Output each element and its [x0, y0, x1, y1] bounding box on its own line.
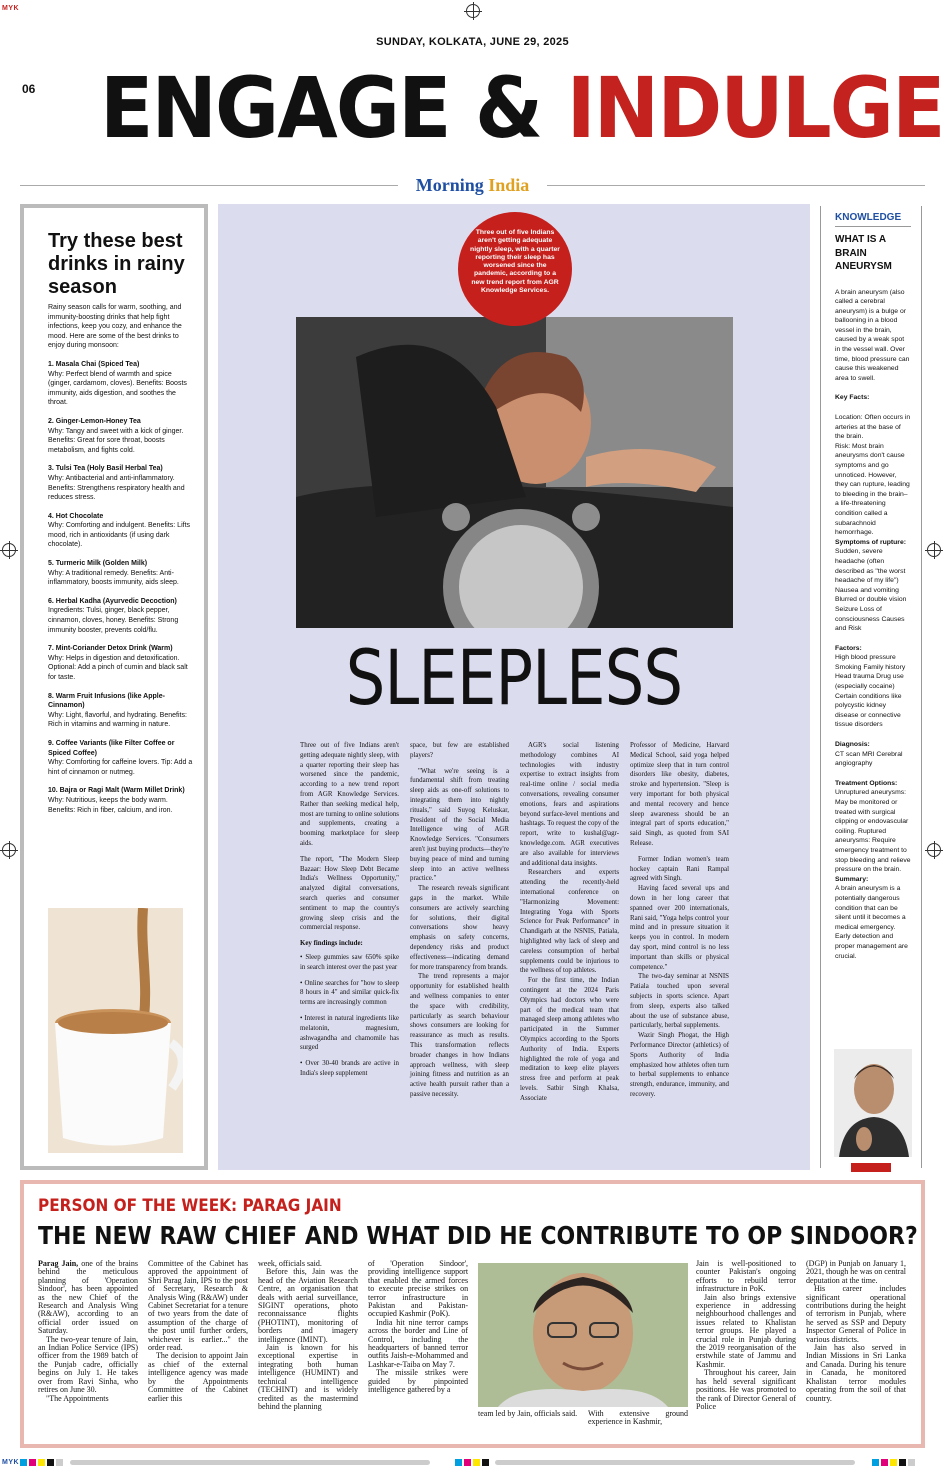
paragraph: The two-year tenure of Jain, an Indian Police Service (IPS) officer from the 1989 batch of the Punjab cadre, officially begins on July 1. He takes over from Ravi Sinha, who retires on June 30.	[38, 1334, 139, 1395]
brand-second: India	[488, 175, 530, 195]
drink-title: 6. Herbal Kadha (Ayurvedic Decoction)	[48, 597, 177, 605]
registration-mark-left-lower-icon	[2, 843, 16, 857]
paragraph: Professor of Medicine, Harvard Medical School, said yoga helped optimize sleep that in turn control disorders like obesity, diabetes, stroke and hypertension. "Sleep is very important for both physical and mental recovery and hence sleep awareness should be an integral part of sports education," said Singh, as quoted from SAI Release.	[630, 742, 729, 847]
paragraph: Jain is known for his exceptional expertise in integrating both human intelligence (HUMINT) and technical intelligence (TECHINT) and is widely credited as the mastermind behind the planning	[258, 1343, 359, 1411]
sleepless-body	[300, 741, 732, 1151]
dateline: SUNDAY, KOLKATA, JUNE 29, 2025	[376, 36, 569, 48]
knowledge-tag: KNOWLEDGE	[835, 212, 911, 227]
photo-caption-row	[478, 1410, 688, 1427]
color-calibration-bar-right	[872, 1459, 915, 1466]
factors-label: Factors:	[835, 644, 862, 652]
paragraph: (DGP) in Punjab on January 1, 2021, though he was on central deputation at the time.	[806, 1260, 906, 1285]
registration-mark-right-lower-icon	[927, 843, 941, 857]
paragraph: The missile strikes were guided by pinpointed intelligence gathered by a	[368, 1368, 469, 1395]
man-portrait-photo	[834, 1049, 912, 1157]
drink-body: Why: Comforting for caffeine lovers. Tip: Add a hint of cinnamon or nutmeg.	[48, 759, 193, 776]
bullet: • Sleep gummies saw 650% spike in search interest over the past year	[300, 953, 399, 971]
drink-title: 3. Tulsi Tea (Holy Basil Herbal Tea)	[48, 465, 163, 473]
bottom-gray-bar-left	[70, 1460, 430, 1465]
body-column	[410, 741, 509, 1151]
person-name: Parag Jain,	[38, 1260, 79, 1268]
drink-body: Why: Light, flavorful, and hydrating. Benefits: Rich in vitamins and warming in nature.	[48, 711, 187, 729]
drink-body: Why: Tangy and sweet with a kick of ginger. Benefits: Great for sore throat, boosts metabolism, and fights cold.	[48, 427, 184, 454]
bullet: • Online searches for "how to sleep 8 hours in 4" and similar quick-fix terms are increasingly common	[300, 979, 399, 1007]
drink-title: 5. Turmeric Milk (Golden Milk)	[48, 560, 148, 568]
body-column	[258, 1260, 358, 1436]
paragraph: The decision to appoint Jain as chief of the external intelligence agency was made by the Appointments Committee of the Cabinet earlier this	[148, 1351, 249, 1403]
registration-mark-left-icon	[2, 543, 16, 557]
paragraph: The two-day seminar at NSNIS Patiala touched upon several subjects in sports science. Apart from sleep, experts also talked about the use of substance abuse, particularly, herbal supplements.	[630, 973, 729, 1030]
drink-title: 9. Coffee Variants (like Filter Coffee or Spiced Coffee)	[48, 739, 175, 757]
drink-body: Why: A traditional remedy. Benefits: Anti-inflammatory, boosts immunity, aids sleep.	[48, 569, 179, 587]
caption-right: With extensive ground experience in Kashmir,	[588, 1409, 688, 1427]
brand-first: Morning	[415, 175, 484, 195]
parag-jain-photo	[478, 1263, 688, 1407]
knowledge-sidebar	[820, 206, 922, 1168]
bullet: • Interest in natural ingredients like melatonin, magnesium, ashwagandha and chamomile has surged	[300, 1014, 399, 1052]
drink-item	[48, 692, 196, 730]
masthead-red: INDULGE	[566, 59, 944, 157]
page-number: 06	[22, 82, 36, 96]
drink-item	[48, 644, 196, 682]
drink-item	[48, 559, 196, 588]
paragraph: Before this, Jain was the head of the Aviation Research Centre, an organisation that deals with aerial surveillance, SIGINT operations, photo reconnaissance flights (PHOTINT), monitoring of borders and imagery intelligence (IMINT).	[258, 1267, 359, 1344]
treatment-text: Unruptured aneurysms: May be monitored or treated with surgical clipping or endovascular coiling. Ruptured aneurysms: Require emergency treatment to stop bleeding and relieve pressure on the brain.	[835, 789, 911, 874]
paragraph: AGR's social listening methodology combines AI technologies with industry expertise to extract insights from real-time online / social media conversations, revealing consumer emotions, fears and aspirations beyond surface-level mentions and hashtags. To request the copy of the report, write to kushal@agr-knowledge.com. AGR executives are also available for interviews and additional data insights.	[520, 742, 619, 867]
paragraph: Jain is well-positioned to counter Pakistan's ongoing efforts to rebuild terror infrastructure in PoK.	[696, 1260, 797, 1294]
diagnosis-text: CT scan MRI Cerebral angiography	[835, 750, 903, 768]
print-mark-top: MYK	[2, 5, 20, 12]
paragraph: space, but few are established players?	[410, 742, 509, 759]
bottom-gray-bar-right	[495, 1460, 855, 1465]
body-column	[38, 1260, 138, 1436]
pull-quote-circle: Three out of five Indians aren't getting adequate nightly sleep, with a quarter reporting their sleep has worsened since the pandemic, according to a new trend report from AGR Knowledge Services.	[458, 212, 572, 326]
paragraph: The report, "The Modern Sleep Bazaar: How Sleep Debt Became India's Wellness Opportunity," analyzed digital conversations, search queries and consumer sentiment to map the country's growing sleep crisis and the commercial response.	[300, 855, 399, 932]
paragraph: week, officials said.	[258, 1260, 322, 1268]
potw-kicker: PERSON OF THE WEEK: PARAG JAIN	[38, 1196, 342, 1216]
paragraph: "What we're seeing is a fundamental shift from treating sleep aids as one-off solutions to integrating them into nightly rituals," said Suyog Keluskar, President of the Social Media Intelligence wing of AGR Knowledge Services. "Consumers aren't just buying products—they're buying peace of mind and turning sleep into an active wellness practice."	[410, 767, 509, 883]
location-text: Location: Often occurs in arteries at the base of the brain.	[835, 414, 911, 441]
drinks-box	[20, 204, 208, 1170]
drink-item	[48, 739, 196, 777]
tea-cup-image	[48, 908, 183, 1153]
paragraph: The research reveals significant gaps in the market. While consumers are actively searching for solutions, their digital conversations show heavy emphasis on safety concerns, dependency risks and product effectiveness—indicating demand for more transparency from brands.	[410, 885, 509, 971]
drink-title: 10. Bajra or Ragi Malt (Warm Millet Drink)	[48, 787, 185, 795]
drink-body: Why: Nutritious, keeps the body warm. Benefits: Rich in fiber, calcium, and iron.	[48, 796, 173, 814]
drink-title: 8. Warm Fruit Infusions (like Apple-Cinnamon)	[48, 692, 165, 710]
paragraph: Researchers and experts attending the recently-held international conference on "Harmonizing Movement: Integrating Yoga with Sports Science for Peak Performance" in Chandigarh at the NSNIS, Patiala, highlighted why lack of sleep and careless consumption of herbal supplements could be injurious to the wellness of top athletes.	[520, 869, 619, 975]
paragraph: Three out of five Indians aren't getting adequate nightly sleep, with a quarter reporting their sleep has worsened since the pandemic, according to a new trend report from AGR Knowledge Services. Rather than seeking medical help, most are turning to online solutions and supplements, creating a booming marketplace for sleep aids.	[300, 742, 399, 847]
key-facts-label: Key Facts:	[835, 394, 870, 402]
potw-body	[38, 1260, 906, 1436]
drink-title: 7. Mint-Coriander Detox Drink (Warm)	[48, 645, 173, 653]
risk-text: Risk: Most brain aneurysms don't cause symptoms and go unnoticed. However, they can rupture, leading to bleeding in the brain–a life-threatening condition called a subarachnoid hemorrhage.	[835, 442, 910, 537]
factors-text: High blood pressure Smoking Family history Head trauma Drug use (especially cocaine) Certain conditions like polycystic kidney disease or connective tissue disorders	[835, 654, 906, 729]
caption-left: team led by Jain, officials said.	[478, 1409, 578, 1418]
paragraph: Throughout his career, Jain has held several significant positions. He was promoted to the rank of Director General of Police	[696, 1368, 797, 1411]
masthead-black: ENGAGE &	[100, 59, 542, 157]
paragraph: For the first time, the Indian contingent at the 2024 Paris Olympics had doctors who were part of the medical team that managed sleep among athletes who participated in the Summer Olympics according to the Sports Authority of India. Experts highlighted the role of yoga and meditation to keep elite players stress free and perform at peak levels. Satbir Singh Khalsa, Associate	[520, 977, 619, 1102]
drink-title: 2. Ginger-Lemon-Honey Tea	[48, 417, 141, 425]
symptoms-label: Symptoms of rupture:	[835, 538, 906, 546]
paragraph: India hit nine terror camps across the border and Line of Control, including the headquarters of banned terror outfits Jaish-e-Mohammed and Lashkar-e-Taiba on May 7.	[368, 1317, 469, 1369]
color-calibration-bar-center	[455, 1459, 489, 1466]
registration-mark-top-icon	[466, 4, 480, 18]
body-column	[630, 741, 729, 1151]
body-column	[368, 1260, 468, 1436]
registration-mark-right-icon	[927, 543, 941, 557]
potw-headline: THE NEW RAW CHIEF AND WHAT DID HE CONTRIBUTE TO OP SINDOOR?	[38, 1221, 918, 1250]
drink-item	[48, 786, 196, 815]
paragraph: Wazir Singh Phogat, the High Performance Director (athletics) of Sports Authority of India emphasized how athletes often turn to herbal supplements to enhance strength, endurance, immunity, and recovery.	[630, 1032, 729, 1098]
drink-title: 1. Masala Chai (Spiced Tea)	[48, 360, 140, 368]
summary-text: A brain aneurysm is a potentially dangerous condition that can be silent until it becomes a medical emergency. Early detection and proper management are crucial.	[835, 885, 908, 960]
drinks-intro: Rainy season calls for warm, soothing, and immunity-boosting drinks that help fight infections, keep you cozy, and enhance the mood. Here are some of the best drinks to enjoy during monsoon:	[48, 304, 182, 350]
body-column	[148, 1260, 248, 1436]
summary-label: Summary:	[835, 875, 869, 883]
drink-body: Why: Perfect blend of warmth and spice (ginger, cardamom, cloves). Benefits: Boosts immunity, aids digestion, and soothes the throat.	[48, 370, 187, 407]
paragraph	[38, 1260, 138, 1336]
paragraph: Jain also brings extensive experience in addressing neighbourhood challenges and issues related to Khalistan terror groups. He played a crucial role in Punjab during the 2019 reorganisation of the erstwhile state of Jammu and Kashmir.	[696, 1292, 797, 1369]
bullet: • Over 30-40 brands are active in India's sleep supplement	[300, 1060, 399, 1077]
drink-body: Why: Helps in digestion and detoxification. Optional: Add a pinch of cumin and black salt for taste.	[48, 654, 188, 681]
drinks-title: Try these best drinks in rainy season	[48, 230, 185, 298]
symptoms-text: Sudden, severe headache (often described as "the worst headache of my life") Nausea and vomiting Blurred or double vision Seizure Loss of consciousness Causes and Risk	[835, 548, 907, 633]
drink-body: Ingredients: Tulsi, ginger, black pepper, cinnamon, cloves, honey. Benefits: Strong immunity booster, prevents cold/flu.	[48, 607, 179, 634]
paragraph: The trend represents a major opportunity for established health and wellness companies to enter the space with credibility, particularly as search behaviour shows consumers are looking for reassurance as much as results. This transformation reflects broader changes in how Indians approach wellness, with sleep joining fitness and nutrition as an active health pursuit rather than a passive necessity.	[410, 973, 509, 1098]
section-masthead	[100, 59, 944, 157]
drink-item	[48, 417, 196, 455]
accent-bar	[851, 1163, 891, 1172]
color-calibration-bar-left	[20, 1459, 63, 1466]
paragraph-text: one of the brains behind the meticulous planning of 'Operation Sindoor', has been appointed as the new Chief of the Research and Analysis Wing (R&AW), according to an official order issued on Saturday.	[38, 1260, 139, 1336]
paragraph: His career includes significant operational contributions during the height of terrorism in Punjab, where he served as SSP and Deputy Inspector General of Police in various districts.	[806, 1284, 906, 1344]
brand-logo	[0, 175, 945, 196]
paragraph: Jain has also served in Indian Missions in Sri Lanka and Canada. During his tenure in Canada, he monitored Khalistan terror modules operating from the soil of that country.	[806, 1343, 906, 1403]
sleepless-woman-photo	[296, 317, 733, 628]
paragraph: "The Appointments	[46, 1393, 109, 1403]
drink-body: Why: Antibacterial and anti-inflammatory. Benefits: Strengthens respiratory health and reduces stress.	[48, 474, 185, 502]
knowledge-intro: A brain aneurysm (also called a cerebral aneurysm) is a bulge or ballooning in a blood vessel in the brain, caused by a weak spot in the vessel wall. Over time, blood pressure can cause this weakened area to swell.	[835, 288, 910, 382]
paragraph: Former Indian women's team hockey captain Rani Rampal agreed with Singh.	[630, 855, 729, 883]
paragraph: Committee of the Cabinet has approved the appointment of Shri Parag Jain, IPS to the post of Secretary, Research & Analysis Wing (R&AW) under Cabinet Secretariat for a tenure of two years from the date of assumption of the charge of the post until further orders, whichever is earlier..." the order read.	[148, 1260, 249, 1353]
drink-item	[48, 512, 196, 550]
paragraph: Having faced several ups and down in her long career that spanned over 200 internationals, Rani said, "Yoga helps control your mind and in pressure situation it keeps you in control. In modern day sport, mind control is no less important than skills or physical competence."	[630, 885, 729, 971]
drink-title: 4. Hot Chocolate	[48, 512, 104, 520]
knowledge-title: WHAT IS A BRAIN ANEURYSM	[835, 234, 892, 272]
body-column	[520, 741, 619, 1151]
diagnosis-label: Diagnosis:	[835, 741, 870, 749]
drink-body: Why: Comforting and indulgent. Benefits: Lifts mood, rich in antioxidants (if using dark chocolate).	[48, 522, 191, 549]
drink-item	[48, 464, 196, 502]
body-column	[300, 741, 399, 1151]
body-column	[806, 1260, 906, 1436]
paragraph: of 'Operation Sindoor', providing intelligence support that enabled the armed forces to execute precise strikes on terror infrastructure in Pakistan and Pakistan-occupied Kashmir (PoK).	[368, 1260, 469, 1319]
drink-item	[48, 597, 196, 635]
treatment-label: Treatment Options:	[835, 779, 898, 787]
print-mark-bottom: MYK	[2, 1459, 20, 1466]
sleepless-headline: SLEEPLESS	[345, 633, 683, 722]
drink-item	[48, 360, 196, 408]
key-findings-label: Key findings include:	[300, 940, 363, 948]
body-column	[696, 1260, 796, 1436]
